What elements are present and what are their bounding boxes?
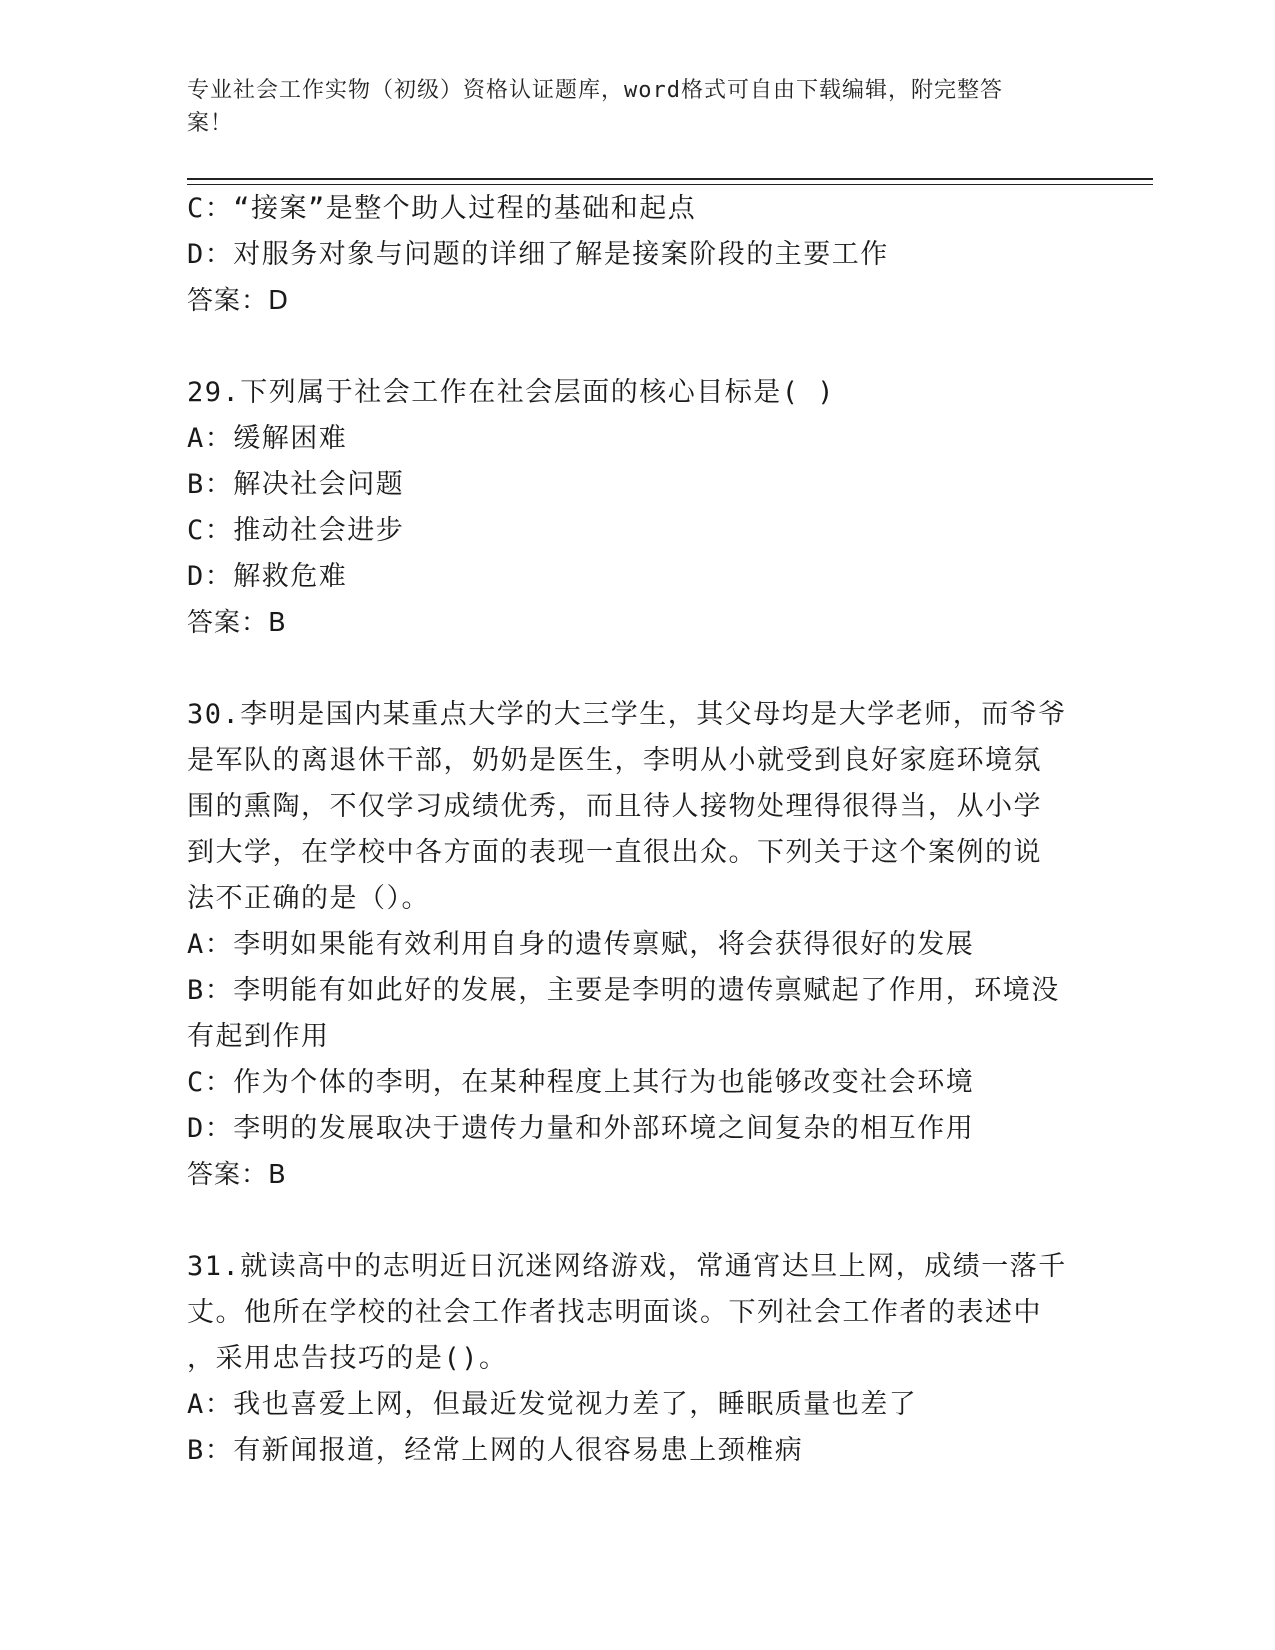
q30-stem-line: 30.李明是国内某重点大学的大三学生，其父母均是大学老师，而爷爷 xyxy=(187,699,1067,730)
spacer xyxy=(187,1198,1087,1244)
q31-stem-line: 31.就读高中的志明近日沉迷网络游戏，常通宵达旦上网，成绩一落千 xyxy=(187,1251,1067,1282)
q28-option-d: D：对服务对象与问题的详细了解是接案阶段的主要工作 xyxy=(187,239,889,270)
q31-stem-line: ，采用忠告技巧的是()。 xyxy=(187,1343,508,1374)
q30-option-d: D：李明的发展取决于遗传力量和外部环境之间复杂的相互作用 xyxy=(187,1113,975,1144)
q30-stem-line: 是军队的离退休干部，奶奶是医生，李明从小就受到良好家庭环境氛 xyxy=(187,745,1042,776)
q28-option-c: C：“接案”是整个助人过程的基础和起点 xyxy=(187,193,697,224)
q29-option-a: A：缓解困难 xyxy=(187,423,348,454)
q30-answer: 答案：B xyxy=(187,1160,287,1190)
q29-option-b: B：解决社会问题 xyxy=(187,469,405,500)
spacer xyxy=(187,324,1087,370)
q30-option-c: C：作为个体的李明，在某种程度上其行为也能够改变社会环境 xyxy=(187,1067,975,1098)
question-30 xyxy=(187,692,1087,1198)
q30-stem-line: 围的熏陶，不仅学习成绩优秀，而且待人接物处理得很得当，从小学 xyxy=(187,791,1042,822)
question-29 xyxy=(187,370,1087,646)
q28-answer: 答案：D xyxy=(187,286,290,316)
header-divider-thick xyxy=(187,178,1153,180)
q31-option-b: B：有新闻报道，经常上网的人很容易患上颈椎病 xyxy=(187,1435,804,1466)
q29-stem: 29.下列属于社会工作在社会层面的核心目标是( ) xyxy=(187,377,836,408)
q30-option-b-line: B：李明能有如此好的发展，主要是李明的遗传禀赋起了作用，环境没 xyxy=(187,975,1060,1006)
header-divider-thin xyxy=(187,184,1153,185)
page-header xyxy=(187,74,1067,140)
question-28 xyxy=(187,186,1087,324)
q30-stem-line: 法不正确的是（）。 xyxy=(187,883,430,914)
q29-answer: 答案：B xyxy=(187,608,287,638)
q30-option-b-line: 有起到作用 xyxy=(187,1021,330,1052)
spacer xyxy=(187,646,1087,692)
question-31 xyxy=(187,1244,1087,1474)
q31-stem-line: 丈。他所在学校的社会工作者找志明面谈。下列社会工作者的表述中 xyxy=(187,1297,1042,1328)
q31-option-a: A：我也喜爱上网，但最近发觉视力差了，睡眠质量也差了 xyxy=(187,1389,918,1420)
q30-option-a: A：李明如果能有效利用自身的遗传禀赋，将会获得很好的发展 xyxy=(187,929,975,960)
q29-option-d: D：解救危难 xyxy=(187,561,348,592)
q29-option-c: C：推动社会进步 xyxy=(187,515,405,546)
question-content xyxy=(187,186,1087,1474)
header-line-2: 案！ xyxy=(187,111,234,136)
header-line-1: 专业社会工作实物（初级）资格认证题库，word格式可自由下载编辑，附完整答 xyxy=(187,78,1003,103)
q30-stem-line: 到大学，在学校中各方面的表现一直很出众。下列关于这个案例的说 xyxy=(187,837,1042,868)
